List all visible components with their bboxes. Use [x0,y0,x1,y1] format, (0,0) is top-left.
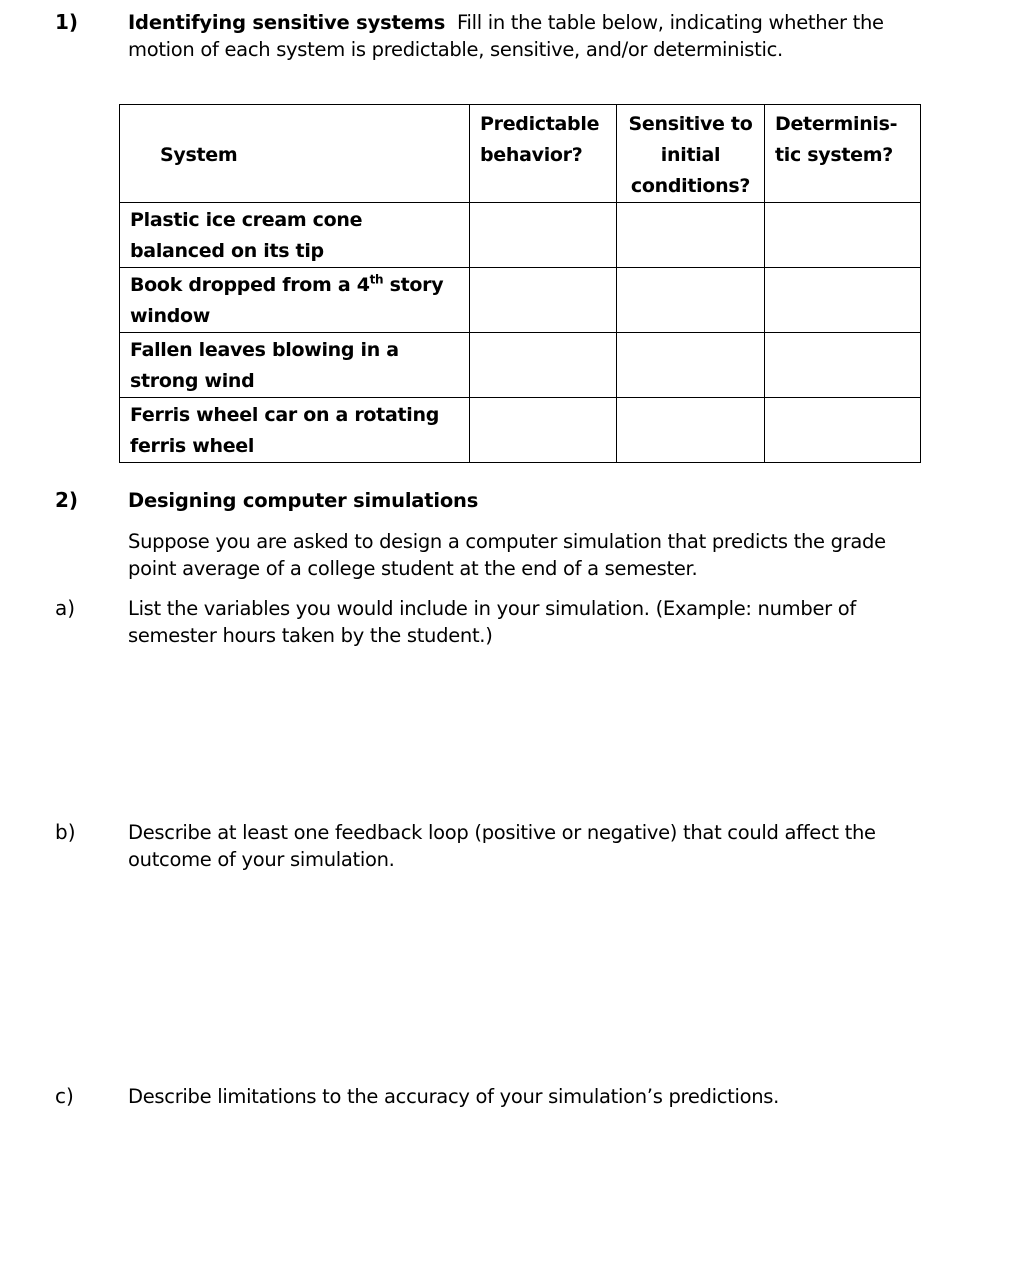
table-row [120,398,921,463]
system-name [120,268,469,332]
question-1-title: Identifying sensitive systems [128,11,446,34]
table-row [120,268,921,333]
predictable-cell[interactable] [470,333,617,398]
part-b-label: b) [55,820,76,844]
header-predictable: Predictable behavior? [480,113,600,166]
system-name-text-rest: story window [130,274,444,327]
deterministic-cell[interactable] [765,398,921,463]
question-2-title: Designing computer simulations [128,489,479,512]
question-1-instruction: Fill in the table below, indicating whether the motion of each system is predictable, sensitive, and/or deterministic. [128,11,884,61]
system-name: Ferris wheel car on a rotating ferris wheel [130,404,439,457]
predictable-cell[interactable] [470,398,617,463]
table-row [120,333,921,398]
question-2-intro: Suppose you are asked to design a computer simulation that predicts the grade point average of a college student at the end of a semester. [128,530,886,580]
question-1-prompt [128,9,948,63]
superscript: th [369,272,384,287]
system-name: Fallen leaves blowing in a strong wind [130,339,399,392]
sensitive-cell[interactable] [617,203,765,268]
system-name-text: Book dropped from a 4 [130,274,370,296]
predictable-cell[interactable] [470,268,617,333]
predictable-cell[interactable] [470,203,617,268]
header-sensitive: Sensitive to initial conditions? [628,113,753,197]
deterministic-cell[interactable] [765,268,921,333]
system-name: Plastic ice cream cone balanced on its tip [130,209,363,262]
part-a-text: List the variables you would include in your simulation. (Example: number of semester hours taken by the student.) [128,597,856,647]
question-2-number: 2) [55,488,79,512]
table-header-row [120,105,921,203]
systems-table [119,104,921,463]
question-1-number: 1) [55,10,79,34]
part-c-label: c) [55,1084,74,1108]
part-c-text: Describe limitations to the accuracy of your simulation’s predictions. [128,1085,780,1108]
header-system: System [160,144,238,166]
sensitive-cell[interactable] [617,333,765,398]
header-deterministic: Determinis-tic system? [775,113,898,166]
sensitive-cell[interactable] [617,398,765,463]
sensitive-cell[interactable] [617,268,765,333]
deterministic-cell[interactable] [765,203,921,268]
part-a-label: a) [55,596,76,620]
deterministic-cell[interactable] [765,333,921,398]
part-b-text: Describe at least one feedback loop (positive or negative) that could affect the outcome of your simulation. [128,821,876,871]
table-row [120,203,921,268]
